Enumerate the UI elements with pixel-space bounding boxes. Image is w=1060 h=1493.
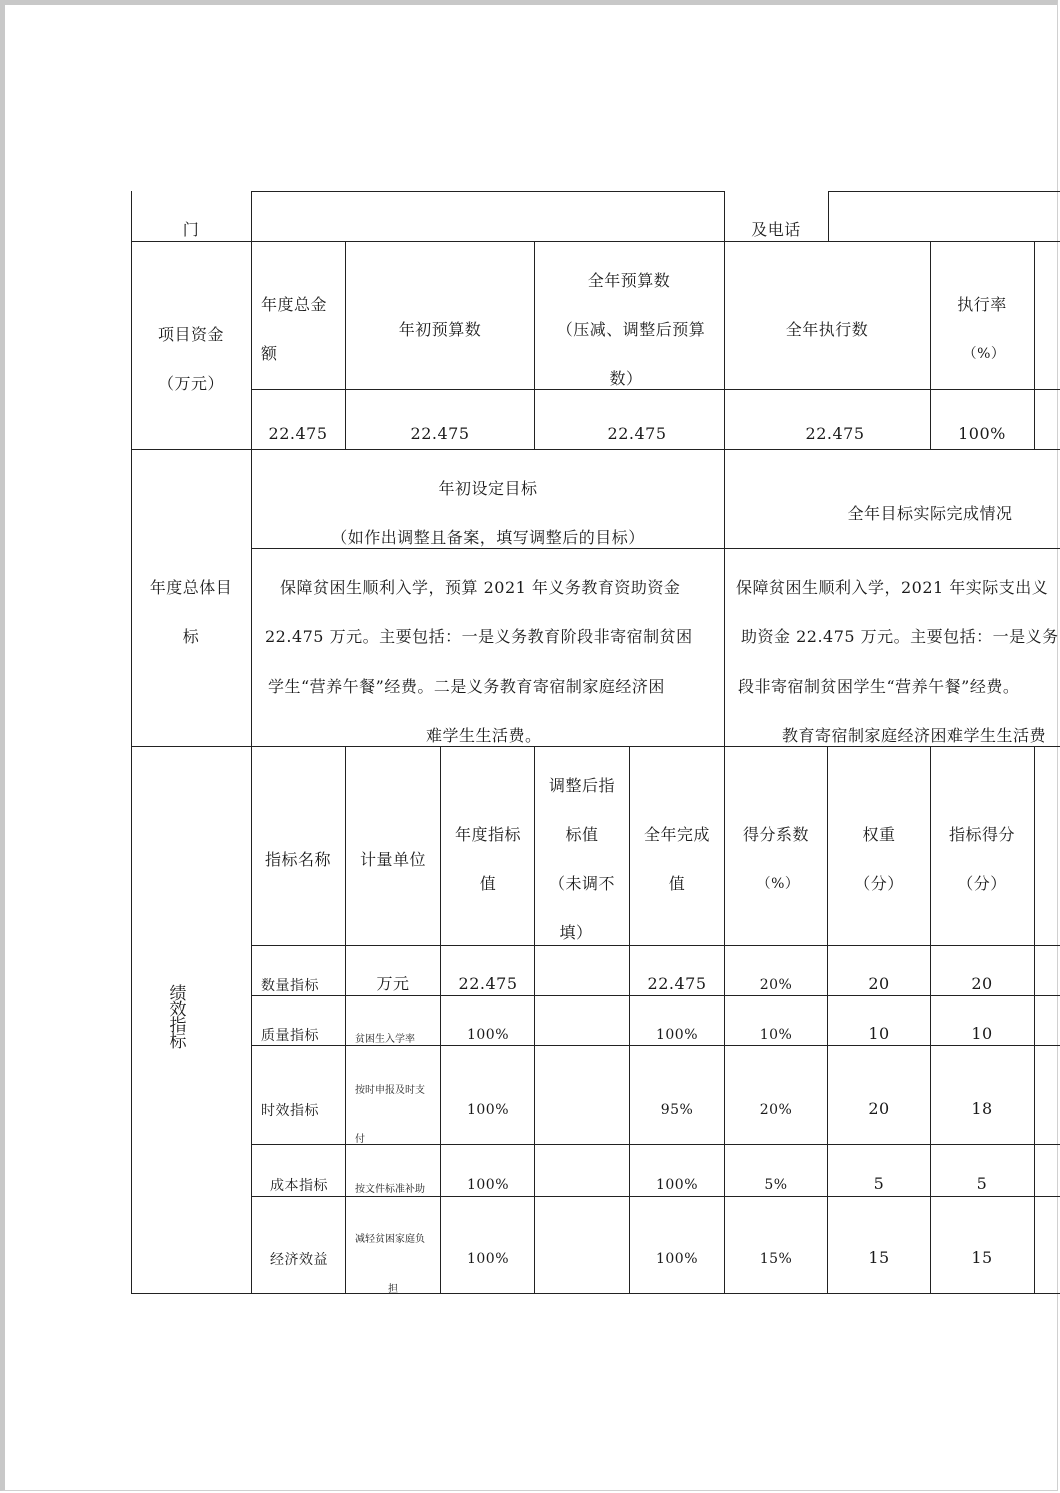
- header-indicator-score: 指标得分: [948, 825, 1016, 844]
- annual-value: 22.475: [458, 974, 518, 993]
- header-execution: 全年执行数: [785, 320, 869, 339]
- header-annual-total-cont: 额: [261, 344, 278, 363]
- indicator-unit: 减轻贫困家庭负: [355, 1234, 425, 1245]
- header-full-budget: 全年预算数: [587, 271, 671, 290]
- complete-value: 100%: [655, 1177, 699, 1193]
- actual-goals-title: 全年目标实际完成情况: [847, 504, 1013, 523]
- actual-goals-text-line: 教育寄宿制家庭经济困难学生生活费: [782, 726, 1047, 745]
- header-initial-budget: 年初预算数: [398, 320, 482, 339]
- indicator-name: 质量指标: [261, 1028, 319, 1044]
- header-annual-total: 年度总金: [261, 295, 328, 314]
- funds-unit-label: （万元）: [157, 374, 225, 393]
- goals-label-cont: 标: [182, 627, 200, 646]
- header-complete-value: 全年完成: [643, 825, 711, 844]
- set-goals-text-line: 学生“营养午餐”经费。二是义务教育寄宿制家庭经济困: [268, 677, 665, 696]
- set-goals-text-line: 22.475 万元。主要包括：一是义务教育阶段非寄宿制贫困: [265, 627, 693, 646]
- indicator-unit: 万元: [376, 974, 410, 993]
- complete-value: 95%: [660, 1102, 694, 1118]
- complete-value: 100%: [655, 1251, 699, 1267]
- weight: 15: [868, 1248, 890, 1267]
- header-indicator-name: 指标名称: [264, 850, 332, 869]
- score-coef: 20%: [759, 977, 793, 993]
- department-label: 门: [182, 220, 200, 239]
- actual-goals-text-line: 段非寄宿制贫困学生“营养午餐”经费。: [738, 677, 1020, 696]
- goals-label: 年度总体目: [149, 578, 233, 597]
- annual-value: 100%: [466, 1177, 510, 1193]
- value-execution-rate: 100%: [958, 424, 1006, 443]
- indicator-name: 经济效益: [270, 1252, 328, 1268]
- header-score-coef: 得分系数: [742, 825, 810, 844]
- score-coef: 20%: [759, 1102, 793, 1118]
- value-full-budget: 22.475: [607, 424, 667, 443]
- phone-label: 及电话: [751, 220, 801, 239]
- indicator-unit-cont: 担: [388, 1284, 398, 1295]
- indicator-name: 数量指标: [261, 978, 319, 994]
- score-coef: 5%: [764, 1177, 788, 1193]
- indicator-score: 10: [971, 1024, 993, 1043]
- header-execution-rate: 执行率: [957, 295, 1007, 314]
- header-score-coef-unit: （%）: [756, 876, 800, 892]
- indicator-unit-cont: 付: [355, 1134, 365, 1145]
- set-goals-note: （如作出调整且备案，填写调整后的目标）: [331, 528, 645, 547]
- indicator-name: 成本指标: [270, 1178, 328, 1194]
- indicator-score: 18: [971, 1099, 993, 1118]
- header-weight-unit: （分）: [854, 874, 904, 893]
- indicator-unit: 贫困生入学率: [355, 1034, 415, 1045]
- header-indicator-score-unit: （分）: [957, 874, 1007, 893]
- header-adjusted-value-note: （未调不: [548, 874, 616, 893]
- header-annual-value-cont: 值: [479, 874, 497, 893]
- header-full-budget-note: （压减、调整后预算: [556, 320, 706, 339]
- header-execution-rate-unit: （%）: [962, 346, 1006, 362]
- weight: 10: [868, 1024, 890, 1043]
- funds-label: 项目资金: [157, 325, 225, 344]
- weight: 20: [868, 974, 890, 993]
- performance-label: 绩效指标: [169, 984, 187, 1052]
- value-initial-budget: 22.475: [410, 424, 470, 443]
- annual-value: 100%: [466, 1102, 510, 1118]
- indicator-unit: 按时申报及时支: [355, 1085, 425, 1096]
- header-adjusted-value: 调整后指: [548, 776, 616, 795]
- header-annual-value: 年度指标: [454, 825, 522, 844]
- actual-goals-text-line: 助资金 22.475 万元。主要包括：一是义务: [741, 627, 1059, 646]
- header-adjusted-value-cont: 标值: [565, 825, 599, 844]
- indicator-unit: 按文件标准补助: [355, 1184, 425, 1195]
- indicator-score: 20: [971, 974, 993, 993]
- weight: 20: [868, 1099, 890, 1118]
- score-coef: 10%: [759, 1027, 793, 1043]
- complete-value: 100%: [655, 1027, 699, 1043]
- actual-goals-text-line: 保障贫困生顺利入学，2021 年实际支出义: [736, 578, 1049, 597]
- set-goals-title: 年初设定目标: [438, 479, 538, 498]
- weight: 5: [873, 1174, 885, 1193]
- score-coef: 15%: [759, 1251, 793, 1267]
- complete-value: 22.475: [647, 974, 707, 993]
- annual-value: 100%: [466, 1251, 510, 1267]
- header-unit: 计量单位: [359, 850, 427, 869]
- indicator-score: 5: [976, 1174, 988, 1193]
- header-adjusted-value-note-cont: 填）: [559, 923, 593, 942]
- header-complete-value-cont: 值: [668, 874, 686, 893]
- annual-value: 100%: [466, 1027, 510, 1043]
- set-goals-text-line: 保障贫困生顺利入学，预算 2021 年义务教育资助资金: [280, 578, 681, 597]
- header-full-budget-note-cont: 数）: [609, 369, 643, 388]
- value-annual-total: 22.475: [268, 424, 328, 443]
- header-weight: 权重: [862, 825, 896, 844]
- set-goals-text-line: 难学生生活费。: [426, 726, 542, 745]
- indicator-name: 时效指标: [261, 1103, 319, 1119]
- indicator-score: 15: [971, 1248, 993, 1267]
- value-execution: 22.475: [805, 424, 865, 443]
